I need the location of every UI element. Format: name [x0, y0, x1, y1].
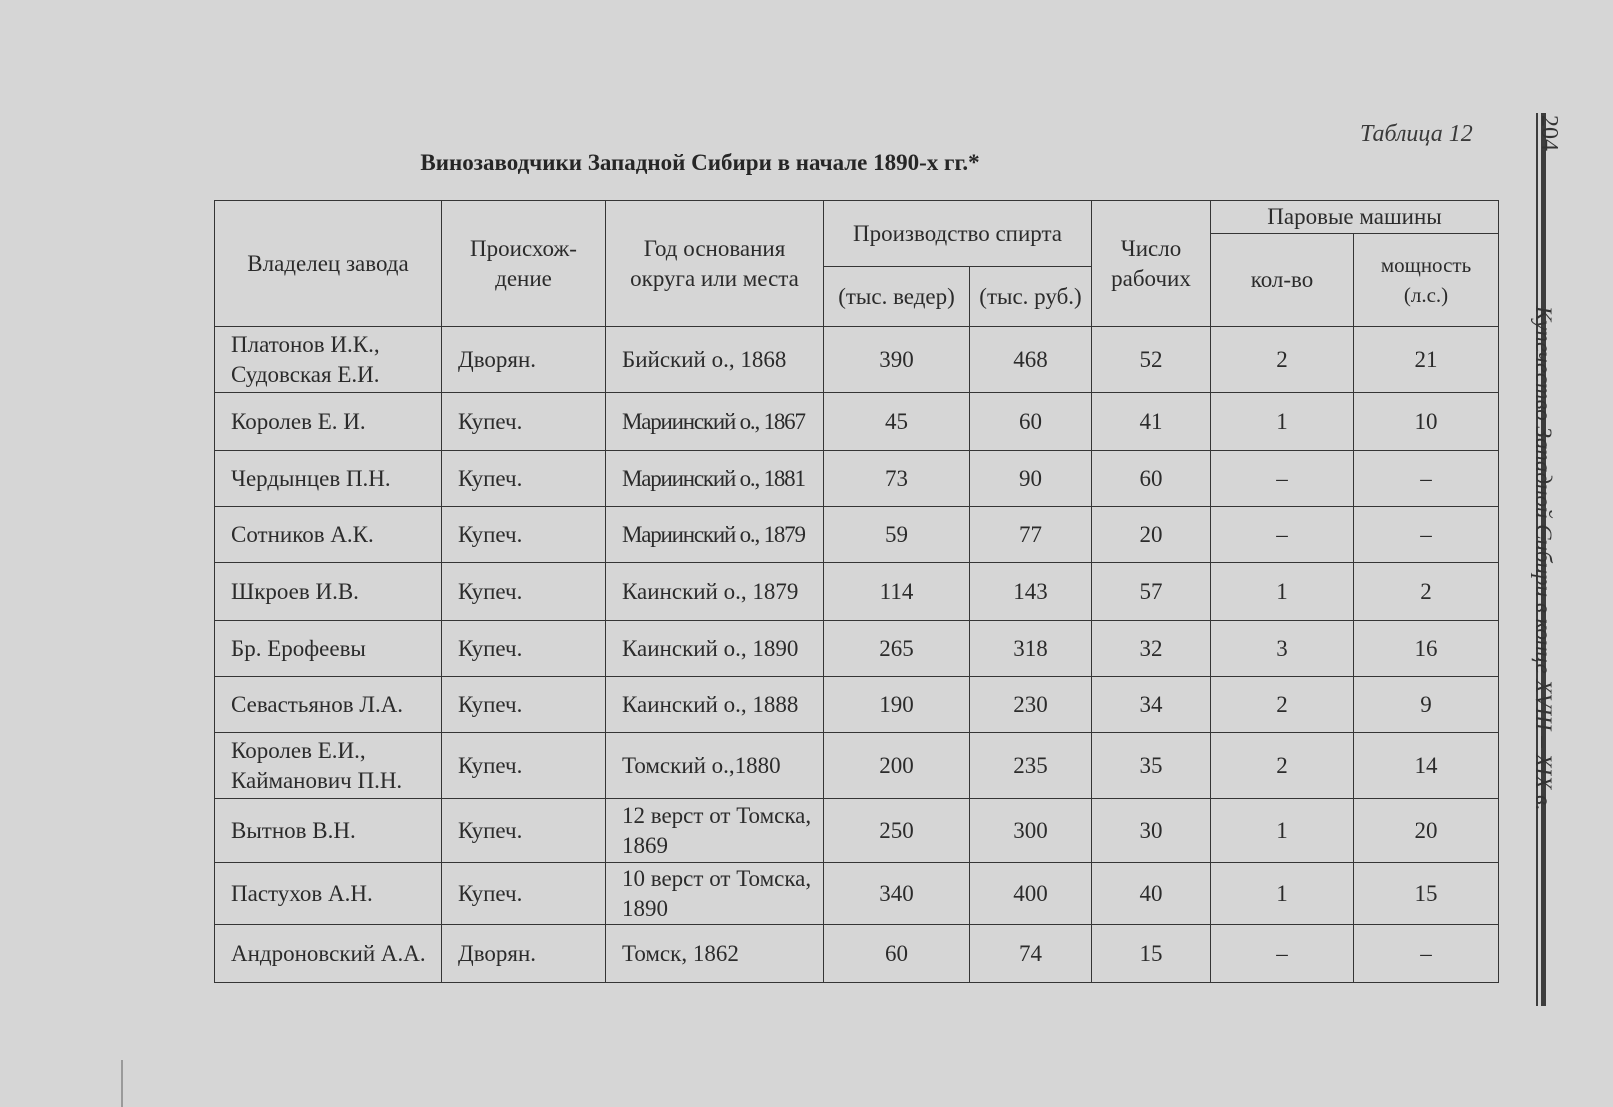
cell-origin: Купеч. — [442, 621, 606, 677]
cell-steam-power: 2 — [1354, 563, 1499, 621]
cell-founded: Мариинский о., 1879 — [606, 507, 824, 563]
cell-founded: Томск, 1862 — [606, 925, 824, 983]
cell-production-volume: 250 — [824, 799, 970, 863]
table-row — [215, 733, 1499, 799]
cell-production-value: 77 — [970, 507, 1092, 563]
cell-production-volume: 340 — [824, 863, 970, 925]
header-steam-engines: Паровые машины — [1211, 201, 1499, 234]
cell-steam-power: 14 — [1354, 733, 1499, 799]
cell-steam-count: 3 — [1211, 621, 1354, 677]
table-row — [215, 507, 1499, 563]
header-workers: Число рабочих — [1092, 201, 1211, 327]
table-row — [215, 393, 1499, 451]
cell-workers: 35 — [1092, 733, 1211, 799]
cell-production-value: 300 — [970, 799, 1092, 863]
cell-steam-count: 1 — [1211, 799, 1354, 863]
cell-owner: Бр. Ерофеевы — [215, 621, 442, 677]
cell-steam-power: 21 — [1354, 327, 1499, 393]
cell-founded: Каинский о., 1888 — [606, 677, 824, 733]
cell-founded: Мариинский о., 1881 — [606, 451, 824, 507]
winery-table — [214, 200, 1499, 983]
header-steam-power: мощность (л.с.) — [1354, 234, 1499, 327]
cell-founded: Каинский о., 1890 — [606, 621, 824, 677]
header-production-value: (тыс. руб.) — [970, 267, 1092, 327]
cell-steam-count: – — [1211, 451, 1354, 507]
cell-production-value: 143 — [970, 563, 1092, 621]
cell-steam-count: 1 — [1211, 863, 1354, 925]
cell-origin: Купеч. — [442, 799, 606, 863]
table-row — [215, 799, 1499, 863]
cell-origin: Дворян. — [442, 327, 606, 393]
cell-owner: Андроновский А.А. — [215, 925, 442, 983]
cell-steam-power: 9 — [1354, 677, 1499, 733]
cell-production-volume: 60 — [824, 925, 970, 983]
cell-workers: 41 — [1092, 393, 1211, 451]
cell-production-value: 235 — [970, 733, 1092, 799]
cell-workers: 30 — [1092, 799, 1211, 863]
cell-steam-power: – — [1354, 925, 1499, 983]
cell-steam-count: – — [1211, 507, 1354, 563]
cell-production-volume: 265 — [824, 621, 970, 677]
cell-owner: Королев Е.И., Кайманович П.Н. — [215, 733, 442, 799]
table-row — [215, 621, 1499, 677]
header-owner: Владелец завода — [215, 201, 442, 327]
table-row — [215, 863, 1499, 925]
cell-owner: Чердынцев П.Н. — [215, 451, 442, 507]
cell-owner: Пастухов А.Н. — [215, 863, 442, 925]
header-steam-count: кол-во — [1211, 234, 1354, 327]
cell-production-value: 318 — [970, 621, 1092, 677]
cell-owner: Вытнов В.Н. — [215, 799, 442, 863]
cell-owner: Платонов И.К., Судовская Е.И. — [215, 327, 442, 393]
cell-owner: Королев Е. И. — [215, 393, 442, 451]
cell-production-value: 74 — [970, 925, 1092, 983]
cell-workers: 60 — [1092, 451, 1211, 507]
cell-owner: Севастьянов Л.А. — [215, 677, 442, 733]
cell-owner: Сотников А.К. — [215, 507, 442, 563]
cell-origin: Купеч. — [442, 863, 606, 925]
cell-production-volume: 190 — [824, 677, 970, 733]
running-head: Купечество Западной Сибири в конце XVIII – XIX в. — [1531, 306, 1556, 811]
cell-origin: Купеч. — [442, 507, 606, 563]
cell-steam-count: – — [1211, 925, 1354, 983]
cell-origin: Купеч. — [442, 563, 606, 621]
cell-founded: 10 верст от Томска, 1890 — [606, 863, 824, 925]
cell-production-volume: 114 — [824, 563, 970, 621]
header-origin: Происхож-дение — [442, 201, 606, 327]
cell-steam-power: – — [1354, 507, 1499, 563]
cell-founded: 12 верст от Томска, 1869 — [606, 799, 824, 863]
scan-artifact — [121, 1060, 123, 1107]
table-row — [215, 925, 1499, 983]
header-production-volume: (тыс. ведер) — [824, 267, 970, 327]
cell-workers: 57 — [1092, 563, 1211, 621]
cell-steam-count: 2 — [1211, 677, 1354, 733]
cell-workers: 40 — [1092, 863, 1211, 925]
page-number: 204 — [1536, 115, 1562, 151]
header-founded: Год основания округа или места — [606, 201, 824, 327]
cell-founded: Бийский о., 1868 — [606, 327, 824, 393]
table-label: Таблица 12 — [1360, 121, 1473, 147]
table-title: Винозаводчики Западной Сибири в начале 1890-х гг.* — [420, 150, 980, 175]
cell-production-volume: 45 — [824, 393, 970, 451]
cell-production-volume: 200 — [824, 733, 970, 799]
cell-steam-count: 2 — [1211, 327, 1354, 393]
table-row — [215, 451, 1499, 507]
cell-production-volume: 59 — [824, 507, 970, 563]
cell-steam-power: 20 — [1354, 799, 1499, 863]
cell-workers: 32 — [1092, 621, 1211, 677]
cell-owner: Шкроев И.В. — [215, 563, 442, 621]
cell-steam-count: 2 — [1211, 733, 1354, 799]
cell-workers: 34 — [1092, 677, 1211, 733]
cell-production-value: 468 — [970, 327, 1092, 393]
table-row — [215, 327, 1499, 393]
table-row — [215, 677, 1499, 733]
cell-production-volume: 73 — [824, 451, 970, 507]
cell-origin: Купеч. — [442, 451, 606, 507]
cell-workers: 20 — [1092, 507, 1211, 563]
cell-production-volume: 390 — [824, 327, 970, 393]
cell-workers: 15 — [1092, 925, 1211, 983]
cell-origin: Дворян. — [442, 925, 606, 983]
cell-production-value: 60 — [970, 393, 1092, 451]
cell-steam-power: 15 — [1354, 863, 1499, 925]
cell-steam-power: 16 — [1354, 621, 1499, 677]
cell-origin: Купеч. — [442, 393, 606, 451]
cell-steam-count: 1 — [1211, 393, 1354, 451]
cell-steam-power: – — [1354, 451, 1499, 507]
header-production: Производство спирта — [824, 201, 1092, 267]
cell-founded: Каинский о., 1879 — [606, 563, 824, 621]
cell-production-value: 400 — [970, 863, 1092, 925]
cell-origin: Купеч. — [442, 677, 606, 733]
cell-steam-count: 1 — [1211, 563, 1354, 621]
cell-founded: Томский о.,1880 — [606, 733, 824, 799]
cell-production-value: 90 — [970, 451, 1092, 507]
cell-origin: Купеч. — [442, 733, 606, 799]
cell-workers: 52 — [1092, 327, 1211, 393]
cell-production-value: 230 — [970, 677, 1092, 733]
table-row — [215, 563, 1499, 621]
cell-steam-power: 10 — [1354, 393, 1499, 451]
cell-founded: Мариинский о., 1867 — [606, 393, 824, 451]
